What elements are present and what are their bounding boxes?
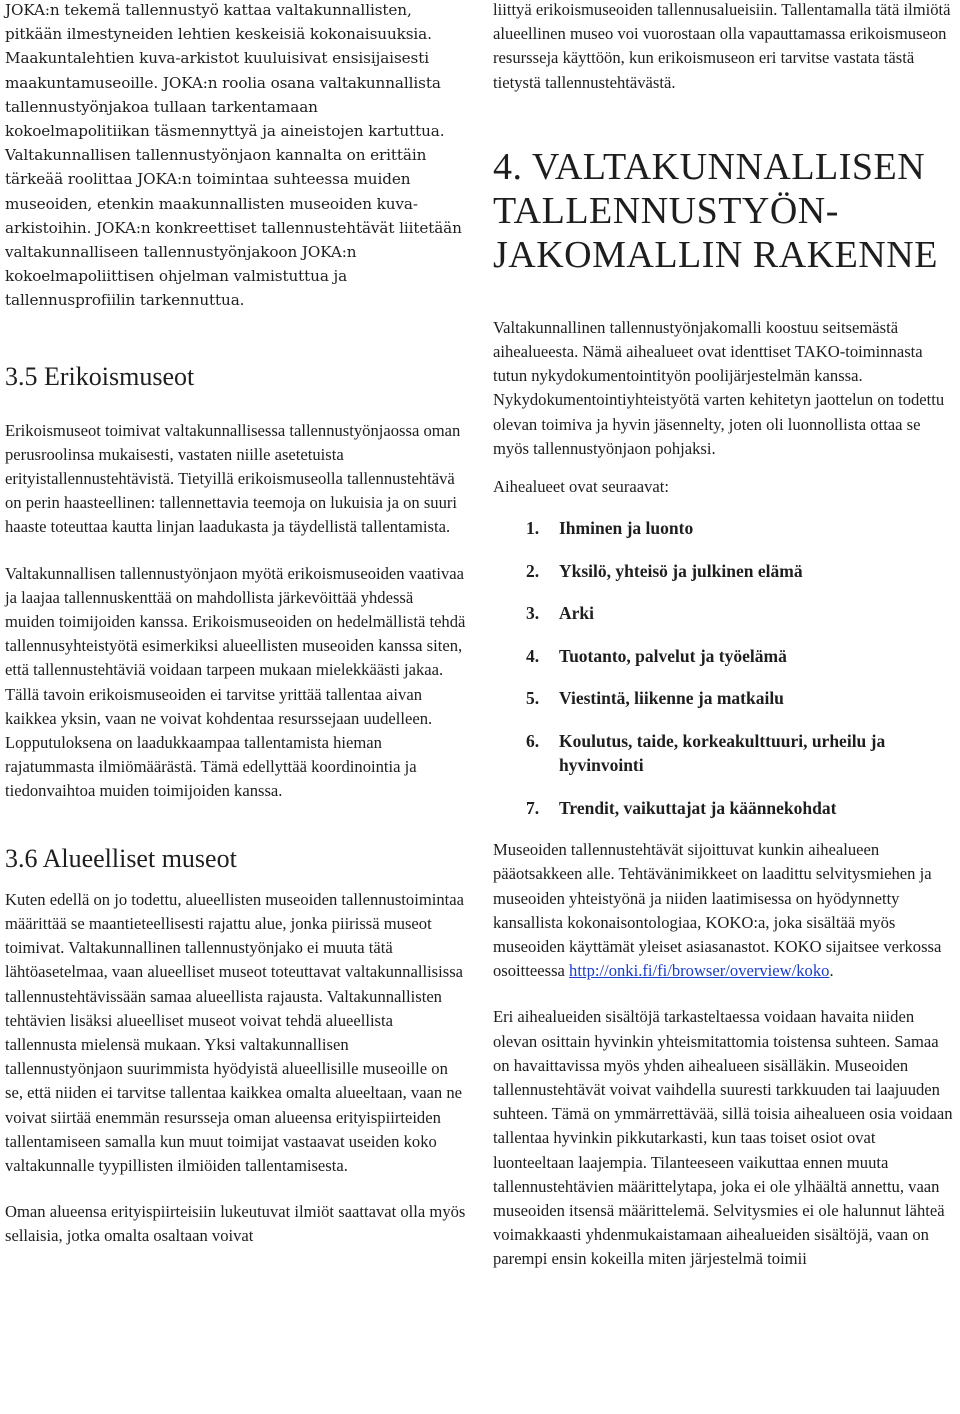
koko-link[interactable]: http://onki.fi/fi/browser/overview/koko bbox=[569, 961, 830, 981]
paragraph-erikoismuseot-1: Erikoismuseot toimivat valtakunnallisessa tallennustyönjaossa oman perusroolinsa mukaisesti, vastaten niille asetetuista erityistallennustehtävistä. Tietyillä erikoismuseolla tallennustehtävä on perin haasteellinen: tallennettavia teemoja on lukuisia ja on suuri haaste toteuttaa kautta linjan laadukasta ja täydellistä tallentamista. bbox=[5, 420, 461, 537]
intro-text-a: JOKA:n tekemä tallennustyö kattaa valtakunnallisten, pitkään ilmestyneiden lehtien keskeisiä kokonaisuuksia. Maakuntalehtien kuva-arkistot kuuluisivat ensisijaisesti maakuntamuseoille. JOKA:n roolia osana valtakunnallista tallennustyönjakoa tullaan tarkentamaan kokoelmapolitiikan täsmennyttyä ja aineistojen kartuttua. bbox=[5, 1, 445, 141]
paragraph-erikoismuseot-2: Valtakunnallisen tallennustyönjaon myötä erikoismuseoiden vaativaa ja laajaa tallennuskenttää on mahdollista järkevöittää yhdessä muiden toimijoiden kanssa. Erikoismuseoiden on hedelmällistä tehdä tallennusyhteistyötä esimerkiksi alueellisten museoiden kanssa siten, että tallennustehtäviä voidaan tarpeen mukaan mielekkäästi jakaa. Tällä tavoin erikoismuseoiden ei tarvitse yrittää tallentaa aivan kaikkea yksin, vaan ne voivat kohdentaa resurssejaan uudelleen. Lopputuloksena on laadukkaampaa tallentamista hieman rajatummasta ilmiömäärästä. Tämä edellyttää koordinointia ja tiedonvaihtoa muiden toimijoiden kanssa. bbox=[5, 563, 466, 801]
heading-erikoismuseot: 3.5 Erikoismuseot bbox=[5, 361, 195, 391]
list-item: 5. Viestintä, liikenne ja matkailu bbox=[526, 688, 784, 709]
list-item: 7. Trendit, vaikuttajat ja käännekohdat bbox=[526, 797, 837, 818]
left-column bbox=[5, 0, 467, 1249]
intro-paragraph bbox=[5, 0, 467, 313]
paragraph-tallennustehtavat-end: . bbox=[829, 961, 834, 981]
list-item: 3. Arki bbox=[526, 603, 594, 624]
list-item: 1. Ihminen ja luonto bbox=[526, 518, 694, 539]
paragraph-aihealueiden-sisallot: Eri aihealueiden sisältöjä tarkasteltaessa voidaan havaita niiden olevan osittain hyvinkin yhteismitattomia toistensa suhteen. Samaa on havaittavissa myös yhden aihealueen sisälläkin. Museoiden tallennustehtävät voivat vaihdella suuresti tarkkuuden tai laajuuden suhteen. Tämä on ymmärrettävää, sillä toisia aihealueen osia voidaan tallentaa hyvinkin pikkutarkasti, kun taas toiset osiot ovat luonteeltaan laajempia. Tilanteeseen vaikuttaa ennen muuta tallennustehtävien määrittelytapa, joka ei ole ylhäältä annettu, vaan museoiden itsensä määrittelemä. Selvitysmies ei ole halunnut lähteä voimakkaasti yhdenmukaistamaan aihealueiden sisältöjä, vaan on parempi ensin kokeilla miten järjestelmä toimii bbox=[493, 1007, 953, 1269]
heading-alueelliset-museot: 3.6 Alueelliset museot bbox=[5, 843, 237, 873]
paragraph-continued: liittyä erikoismuseoiden tallennusalueisiin. Tallentamalla tätä ilmiötä alueellinen museo voi vuorostaan olla vapauttamassa erikoismuseon resursseja käyttöön, kun erikoismuseon eri tarvitse vastata tästä tietystä tallennustehtävästä. bbox=[493, 0, 951, 92]
intro-text-c: JOKA:n konkreettiset tallennustehtävät liitetään valtakunnalliseen tallennustyönjakoon JOKA:n kokoelmapoliittisen ohjelman valmistuttua ja tallennusprofiilin tarkennuttua. bbox=[5, 218, 462, 310]
paragraph-tallennustehtavat-text: Museoiden tallennustehtävät sijoittuvat kunkin aihealueen pääotsakkeen alle. Tehtävänimikkeet on laadittu selvitysmiehen ja museoiden yhteistyönä ja niiden laatimisessa on hyödynnetty kansallista kokonaisontologiaa, KOKO:a, joka sisältää myös museoiden käyttämät yleiset asiasanastot. KOKO sijaitsee verkossa osoitteessa bbox=[493, 840, 942, 981]
intro-text-b: Valtakunnallisen tallennustyönjaon kannalta on erittäin tärkeää roolittaa JOKA:n toimintaa suhteessa muiden museoiden, etenkin maakunnallisten museoiden kuva-arkistoihin. bbox=[5, 146, 427, 237]
paragraph-aihealueet-intro: Aihealueet ovat seuraavat: bbox=[493, 477, 669, 497]
paragraph-jakomalli-1: Valtakunnallinen tallennustyönjakomalli koostuu seitsemästä aihealueesta. Nämä aihealueet ovat identtiset TAKO-toiminnasta tutun nykydokumentointityön poolijärjestelmän kanssa. Nykydokumentointiyhteistyötä varten kehitetyn jaottelun on todettu olevan toimiva ja hyvin jäsennelty, joten oli luonnollista ottaa se myös tallennustyönjaon pohjaksi. bbox=[493, 317, 945, 458]
paragraph-tallennustehtavat bbox=[493, 838, 955, 983]
list-item: 2. Yksilö, yhteisö ja julkinen elämä bbox=[526, 560, 803, 581]
paragraph-alueelliset-2: Oman alueensa erityispiirteisiin lukeutuvat ilmiöt saattavat olla myös sellaisia, jotka omalta osaltaan voivat bbox=[5, 1202, 466, 1246]
list-item: 4. Tuotanto, palvelut ja työelämä bbox=[526, 645, 787, 666]
topic-list bbox=[493, 516, 955, 820]
paragraph-alueelliset-1: Kuten edellä on jo todettu, alueellisten museoiden tallennustoimintaa määrittää se maantieteellisesti rajattu alue, jonka piirissä museot toimivat. Valtakunnallinen tallennustyönjako ei muuta tätä lähtöasetelmaa, vaan alueelliset museot toteuttavat valtakunnallisissa tallennustehtävissään samaa alueellista rajausta. Valtakunnallisten tehtävien lisäksi alueelliset museot voivat tehdä alueellista tallennusta mielensä mukaan. Yksi valtakunnallisen tallennustyönjaon suurimmista hyödyistä alueellisille museoille on se, että niiden ei tarvitse tallentaa kaikkea omalta alueeltaan, vaan ne voivat siirtää enemmän resursseja oman alueensa erityispiirteiden tallentamiseen samalla kun muut toimijat vastaavat useiden koko valtakunnalle tyypillisten ilmiöiden tallentamisesta. bbox=[5, 889, 464, 1175]
list-item: 6. Koulutus, taide, korkeakulttuuri, urheilu ja hyvinvointi bbox=[526, 730, 886, 776]
right-column bbox=[493, 0, 955, 1272]
heading-tallennustyonjakomalli: 4. VALTAKUNNALLISEN TALLENNUSTYÖN-JAKOMALLIN RAKENNE bbox=[493, 145, 938, 276]
